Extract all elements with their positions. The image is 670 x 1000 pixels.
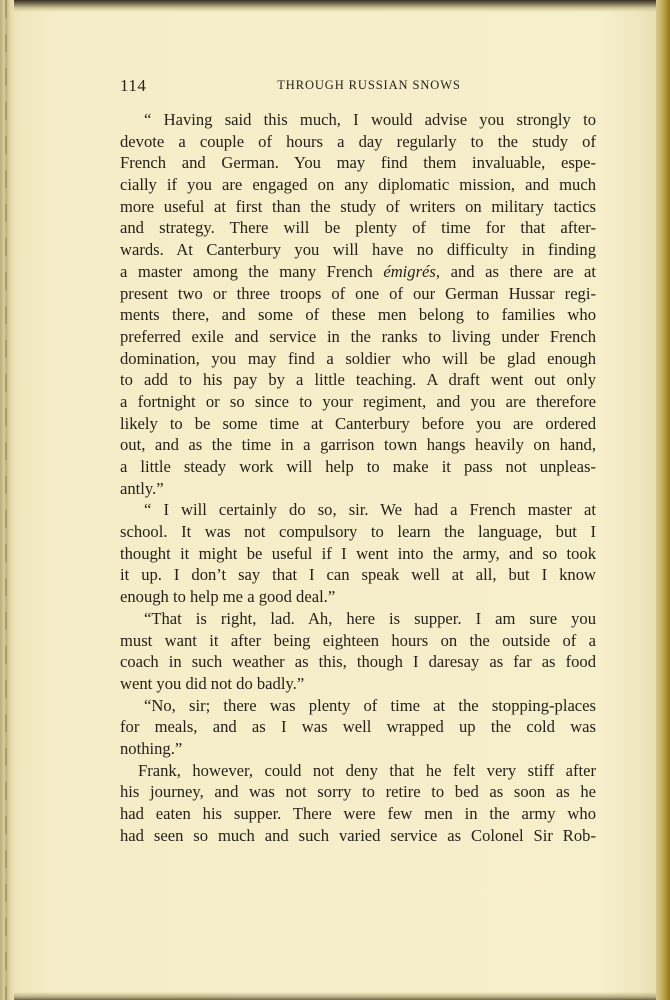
text-line: ments there, and some of these men belong to families who <box>120 305 596 325</box>
text-line: domination, you may find a soldier who will be glad enough <box>120 348 596 368</box>
text-line <box>120 261 596 283</box>
text-line: out, and as the time in a garrison town hangs heavily on hand, <box>120 435 596 455</box>
page-binding-edge <box>0 0 14 1000</box>
text-line: antly.” <box>120 478 164 498</box>
text-line: must want it after being eighteen hours on the outside of a <box>120 630 596 650</box>
text-line: and strategy. There will be plenty of time for that after- <box>120 218 596 238</box>
text-line: “That is right, lad. Ah, here is supper. I am sure you <box>144 608 596 628</box>
text-line: for meals, and as I was well wrapped up the cold was <box>120 717 596 737</box>
italic-word: émigrés <box>383 261 436 281</box>
text-line: French and German. You may find them invaluable, espe- <box>120 153 596 173</box>
text-line-segment: , and as there are at <box>435 261 596 281</box>
text-line: school. It was not compulsory to learn the language, but I <box>120 522 596 542</box>
text-line: his journey, and was not sorry to retire to bed as soon as he <box>120 782 596 802</box>
text-line: had eaten his supper. There were few men in the army who <box>120 804 596 823</box>
text-line: a little steady work will help to make it pass not unpleas- <box>120 457 596 476</box>
text-line: nothing.” <box>120 738 183 758</box>
text-line: present two or three troops of one of our German Hussar regi- <box>120 283 596 303</box>
text-line: it up. I don’t say that I can speak well at all, but I know <box>120 565 596 585</box>
text-line: more useful at first than the study of writers on military tactics <box>120 196 596 216</box>
text-line: preferred exile and service in the ranks to living under French <box>120 326 596 346</box>
text-line: devote a couple of hours a day regularly to the study of <box>120 131 596 151</box>
page-top-edge <box>14 0 656 12</box>
text-line: “ Having said this much, I would advise you strongly to <box>144 110 596 129</box>
text-line: went you did not do badly.” <box>120 673 305 693</box>
text-line: coach in such weather as this, though I daresay as far as food <box>120 652 596 672</box>
body-text <box>120 109 596 846</box>
text-line: had seen so much and such varied service as Colonel Sir Rob- <box>120 825 596 845</box>
text-line: “ I will certainly do so, sir. We had a French master at <box>144 500 596 520</box>
running-title: THROUGH RUSSIAN SNOWS <box>277 78 461 92</box>
text-line-segment: a master among the many French <box>120 261 384 281</box>
page-bottom-edge <box>14 992 656 1000</box>
page-header <box>120 76 598 96</box>
page-number: 114 <box>120 76 147 95</box>
text-line: Frank, however, could not deny that he felt very stiff after <box>138 760 596 780</box>
text-line: a fortnight or so since to your regiment, and you are therefore <box>120 391 596 411</box>
text-line: thought it might be useful if I went into the army, and so took <box>120 543 596 563</box>
text-line: enough to help me a good deal.” <box>120 587 336 607</box>
text-line: “No, sir; there was plenty of time at the stopping-places <box>144 695 596 715</box>
text-line: to add to his pay by a little teaching. A draft went out only <box>120 370 596 390</box>
page-right-edge <box>656 0 670 1000</box>
text-line: wards. At Canterbury you will have no difficulty in finding <box>120 240 596 260</box>
text-line: cially if you are engaged on any diplomatic mission, and much <box>120 175 596 195</box>
text-line: likely to be some time at Canterbury before you are ordered <box>120 413 596 433</box>
